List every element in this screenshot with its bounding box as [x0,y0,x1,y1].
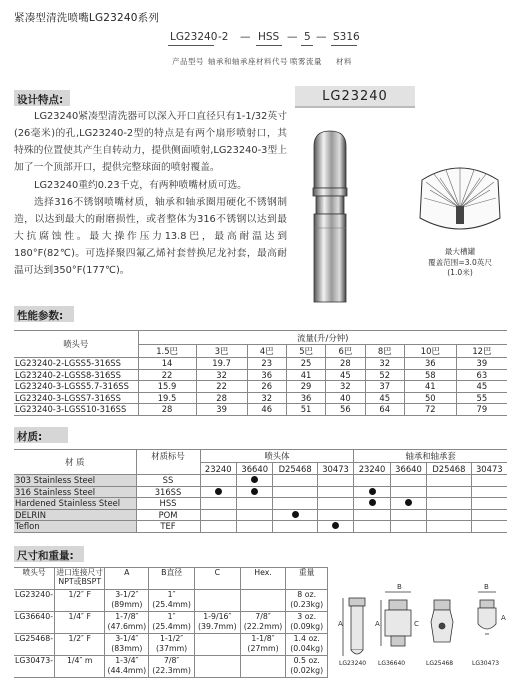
code-dash: — [240,31,251,43]
table-row [14,381,507,393]
dimension-value: 1-1/8″ [251,634,275,643]
coverage-caption-line: 最大槽罐 [444,247,476,256]
table-row [14,612,328,634]
dimension-cell [14,612,55,634]
dim-letter-b: B [484,583,489,591]
model-subheader: 30473 [471,463,507,475]
flow-value: 32 [365,358,404,370]
code-label-flow: 喷雾流量 [290,57,322,66]
material-mark [471,486,507,498]
dimension-cell [286,590,328,612]
dimension-value: 1.4 oz. [293,634,320,643]
dimension-value: 7/8″ [255,612,271,621]
model-subheader: D25468 [273,463,317,475]
dimension-value: (0.09kg) [290,622,324,631]
table-row [14,656,328,678]
dimension-value: (0.23kg) [290,600,324,609]
coverage-caption-line: 覆盖范围=3.0英尺 [427,257,492,267]
material-mark [390,509,426,521]
page-title: 紧凑型清洗喷嘴LG23240系列 [14,12,160,24]
flow-value: 36 [286,392,325,404]
code-label-material: 材料 [336,57,352,66]
material-code: 316SS [136,486,200,498]
nozzle-model: LG23240-3-LGSS7-316SS [14,392,138,404]
material-mark [273,498,317,510]
drawing-label: LG36640 [378,660,406,667]
dim-letter-a: A [338,620,343,628]
material-mark [273,475,317,487]
material-mark [236,509,272,521]
material-code-header: 材质标号 [136,450,200,475]
code-part-model: LG23240 [170,31,218,43]
table-row [14,392,507,404]
drawing-label: LG23240 [339,660,367,667]
dot-marker [369,499,376,506]
model-subheader: 23240 [200,463,236,475]
material-mark [427,498,471,510]
dimension-cell [149,612,195,634]
dimension-value: 1/4″ F [68,612,91,621]
flow-value: 45 [456,381,507,393]
flow-value: 36 [404,358,456,370]
flow-value: 45 [326,369,365,381]
model-subheader: 23240 [354,463,390,475]
materials-heading: 材质: [14,427,68,443]
dimension-cell [149,656,195,678]
flow-value: 51 [286,404,325,416]
design-paragraph-3: 选择316不锈钢喷嘴材质，轴承和轴承圈用硬化不锈钢制造，以达到最大的耐磨损性，或者整体为316不锈钢以达到最大抗腐蚀性。最大操作压力13.8巴，最高耐温达到180°F(82℃)。可选择聚四氟乙烯衬套替换尼龙衬套，最高耐温可达到350°F(177℃)。 [14,197,287,276]
dimension-value: 1-9/16″ [203,612,232,621]
flow-value: 22 [196,381,247,393]
dimension-value: (0.02kg) [290,666,324,675]
dimension-cell [194,634,240,656]
material-code: POM [136,509,200,521]
table-row [14,475,507,487]
coverage-caption [420,247,500,279]
dim-letter-a: A [375,620,380,628]
dimension-value: (25.4mm) [152,622,191,631]
code-dash: — [287,31,298,43]
table-row [14,358,507,370]
dimension-cell [55,634,105,656]
flow-value: 39 [456,358,507,370]
flow-value: 79 [456,404,507,416]
dimension-value: (22.3mm) [152,666,191,675]
dimension-value: 1″ [167,590,176,599]
material-mark [273,521,317,533]
flow-value: 64 [365,404,404,416]
flow-value: 28 [326,358,365,370]
dimension-cell [286,612,328,634]
material-mark [236,521,272,533]
flow-value: 26 [247,381,286,393]
design-paragraph-2: LG23240重约0.23千克，有两种喷嘴材质可选。 [34,180,247,191]
dimension-value: (47.6mm) [107,622,147,631]
pressure-header: 4巴 [247,345,286,358]
table-row [14,509,507,521]
dimension-value: LG25468- [15,634,54,643]
dimension-cell [55,612,105,634]
dimension-value: 1/2″ F [68,634,91,643]
pressure-header: 3巴 [196,345,247,358]
material-mark [471,521,507,533]
model-subheader: D25468 [427,463,471,475]
code-part-flow: 5 [304,31,311,43]
dimension-value: 8 oz. [297,590,317,599]
dimension-cell [55,590,105,612]
material-mark [317,509,353,521]
dimension-value: 0.5 oz. [293,656,320,665]
performance-table [14,330,507,416]
material-mark [317,486,353,498]
dimension-value: LG30473- [15,656,54,665]
table-row [14,634,328,656]
dimension-value: 3-1/4″ [115,634,139,643]
material-mark [317,498,353,510]
dot-marker [251,476,258,483]
dimension-value: (0.04kg) [290,644,324,653]
flow-value: 45 [365,392,404,404]
pressure-header: 8巴 [365,345,404,358]
nozzle-body-header: 喷头体 [200,450,354,463]
code-label-bearing: 轴承和轴承座材料代号 [208,57,288,66]
dimension-value: (39.7mm) [198,622,237,631]
table-row [14,498,507,510]
product-name-banner: LG23240 [295,86,415,108]
dimension-value: (25.4mm) [152,600,191,609]
dimension-cell [194,656,240,678]
flow-value: 41 [404,381,456,393]
material-mark [471,475,507,487]
flow-value: 55 [456,392,507,404]
material-mark [354,498,390,510]
dimension-value: 1-3/4″ [115,656,139,665]
material-mark [317,521,353,533]
material-mark [471,509,507,521]
material-mark [273,486,317,498]
dimension-value: 1/4″ m [66,656,93,665]
coverage-caption-line: (1.0米) [447,268,473,277]
material-mark [200,509,236,521]
nozzle-model: LG23240-2-LGSS8-316SS [14,369,138,381]
dot-marker [251,488,258,495]
code-label-model: 产品型号 [172,57,204,66]
dimension-cell [149,590,195,612]
pressure-header: 12巴 [456,345,507,358]
dimension-value: 1/2″ F [68,590,91,599]
material-mark [200,521,236,533]
dot-marker [292,511,299,518]
table-row [14,590,328,612]
material-name: 316 Stainless Steel [14,486,136,498]
dimension-cell [194,612,240,634]
dimension-cell [240,590,286,612]
dimension-cell [194,590,240,612]
dimension-value: (27mm) [247,644,279,653]
flow-value: 22 [138,369,196,381]
dim-letter-c: C [414,620,419,628]
dimension-cell [105,634,149,656]
dimension-value: 3-1/2″ [115,590,139,599]
material-mark [200,475,236,487]
nozzle-model: LG23240-3-LGSS10-316SS [14,404,138,416]
dimension-value: (44.4mm) [107,666,147,675]
flow-value: 32 [326,381,365,393]
flow-value: 23 [247,358,286,370]
material-mark [273,509,317,521]
flow-value: 28 [138,404,196,416]
material-mark [317,475,353,487]
dimension-value: 3 oz. [297,612,317,621]
dimension-cell [55,656,105,678]
flow-value: 32 [247,392,286,404]
dimension-cell [14,590,55,612]
code-part-material: S316 [333,31,360,43]
flow-value: 15.9 [138,381,196,393]
material-mark [354,475,390,487]
dimension-cell [14,634,55,656]
dimension-cell [14,656,55,678]
pressure-header: 10巴 [404,345,456,358]
table-row [14,486,507,498]
dimension-header: A [105,568,149,590]
material-mark [390,486,426,498]
material-mark [354,509,390,521]
dimension-value: 1-1/2″ [159,634,184,643]
dimension-header: 喷头号 [14,568,55,590]
dimension-cell [286,634,328,656]
dimension-header: C [194,568,240,590]
flow-value: 29 [286,381,325,393]
flow-value: 39 [196,404,247,416]
material-name: DELRIN [14,509,136,521]
dimension-cell [105,612,149,634]
material-name: Hardened Stainless Steel [14,498,136,510]
design-paragraph-1: LG23240紧凑型清洗器可以深入开口直径只有1-1/32英寸(26毫米)的孔,LG23240-2型的特点是有两个扇形喷射口，其特殊的位置使其产生自转动力，提供侧面喷射,LG23240-3型上加了一个顶部开口，提供完整球面的喷射覆盖。 [14,111,287,173]
dimension-value: LG23240- [15,590,54,599]
dimension-value: 1-7/8″ [115,612,139,621]
model-subheader: 36640 [236,463,272,475]
pressure-header: 5巴 [286,345,325,358]
table-row [14,404,507,416]
flow-value: 72 [404,404,456,416]
flow-value: 63 [456,369,507,381]
dimension-cell [149,634,195,656]
dimension-cell [286,656,328,678]
dimension-value: (22.2mm) [243,622,283,631]
material-mark [427,521,471,533]
code-part-bearing: HSS [258,31,280,43]
table-row [14,521,507,533]
flow-value: 19.7 [196,358,247,370]
nozzle-model: LG23240-2-LGSS5-316SS [14,358,138,370]
performance-heading: 性能参数: [14,306,74,322]
flow-value: 40 [326,392,365,404]
flow-value: 41 [286,369,325,381]
dimension-drawings [336,570,512,670]
material-mark [354,486,390,498]
material-header: 材 质 [14,450,136,475]
dimension-cell [240,656,286,678]
material-mark [236,486,272,498]
material-mark [236,498,272,510]
material-code: TEF [136,521,200,533]
dimension-value: (83mm) [111,644,143,653]
dimension-value: LG36640- [15,612,54,621]
flow-value: 52 [365,369,404,381]
dimension-header: B直径 [149,568,195,590]
flow-value: 19.5 [138,392,196,404]
material-mark [200,498,236,510]
material-mark [471,498,507,510]
dim-letter-b: B [397,583,402,591]
flow-value: 58 [404,369,456,381]
dimension-cell [105,590,149,612]
nozzle-header: 喷头号 [14,331,138,358]
flow-value: 32 [196,369,247,381]
material-code: HSS [136,498,200,510]
flow-value: 46 [247,404,286,416]
material-mark [200,486,236,498]
material-code: SS [136,475,200,487]
flow-value: 14 [138,358,196,370]
material-mark [427,475,471,487]
dimension-header: 进口连接尺寸NPT或BSPT [55,568,105,590]
dot-marker [405,499,412,506]
model-subheader: 36640 [390,463,426,475]
material-mark [427,486,471,498]
dimension-cell [105,656,149,678]
design-heading: 设计特点: [14,90,70,106]
material-mark [354,521,390,533]
pressure-header: 6巴 [326,345,365,358]
nozzle-product-image [300,128,360,313]
dimension-header: 重量 [286,568,328,590]
material-mark [390,521,426,533]
pressure-header: 1.5巴 [138,345,196,358]
drawing-label: LG25468 [426,660,454,667]
flow-value: 37 [365,381,404,393]
flow-value: 36 [247,369,286,381]
material-name: Teflon [14,521,136,533]
materials-table [14,449,507,533]
dimension-value: 1″ [167,612,176,621]
dimension-header: Hex. [240,568,286,590]
dimension-value: (89mm) [111,600,143,609]
nozzle-model: LG23240-3-LGSS5.7-316SS [14,381,138,393]
bearing-header: 轴承和轴承套 [354,450,507,463]
material-mark [390,475,426,487]
dot-marker [215,488,222,495]
dimensions-heading: 尺寸和重量: [14,546,84,562]
dim-letter-a: A [501,614,506,622]
dimension-cell [240,612,286,634]
flow-value: 28 [196,392,247,404]
table-row [14,369,507,381]
dot-marker [369,488,376,495]
material-mark [390,498,426,510]
code-dash: — [316,31,327,43]
dimensions-table [14,567,328,678]
spray-coverage-diagram [412,160,508,240]
dimension-value: 7/8″ [163,656,180,665]
dimension-cell [240,634,286,656]
flow-value: 25 [286,358,325,370]
model-subheader: 30473 [317,463,353,475]
dimension-value: (37mm) [156,644,188,653]
dot-marker [332,522,339,529]
material-name: 303 Stainless Steel [14,475,136,487]
drawing-label: LG30473 [472,660,500,667]
material-mark [427,509,471,521]
flow-header: 流量(升/分钟) [138,331,507,345]
flow-value: 50 [404,392,456,404]
material-mark [236,475,272,487]
flow-value: 56 [326,404,365,416]
code-part-variant: -2 [218,31,229,43]
